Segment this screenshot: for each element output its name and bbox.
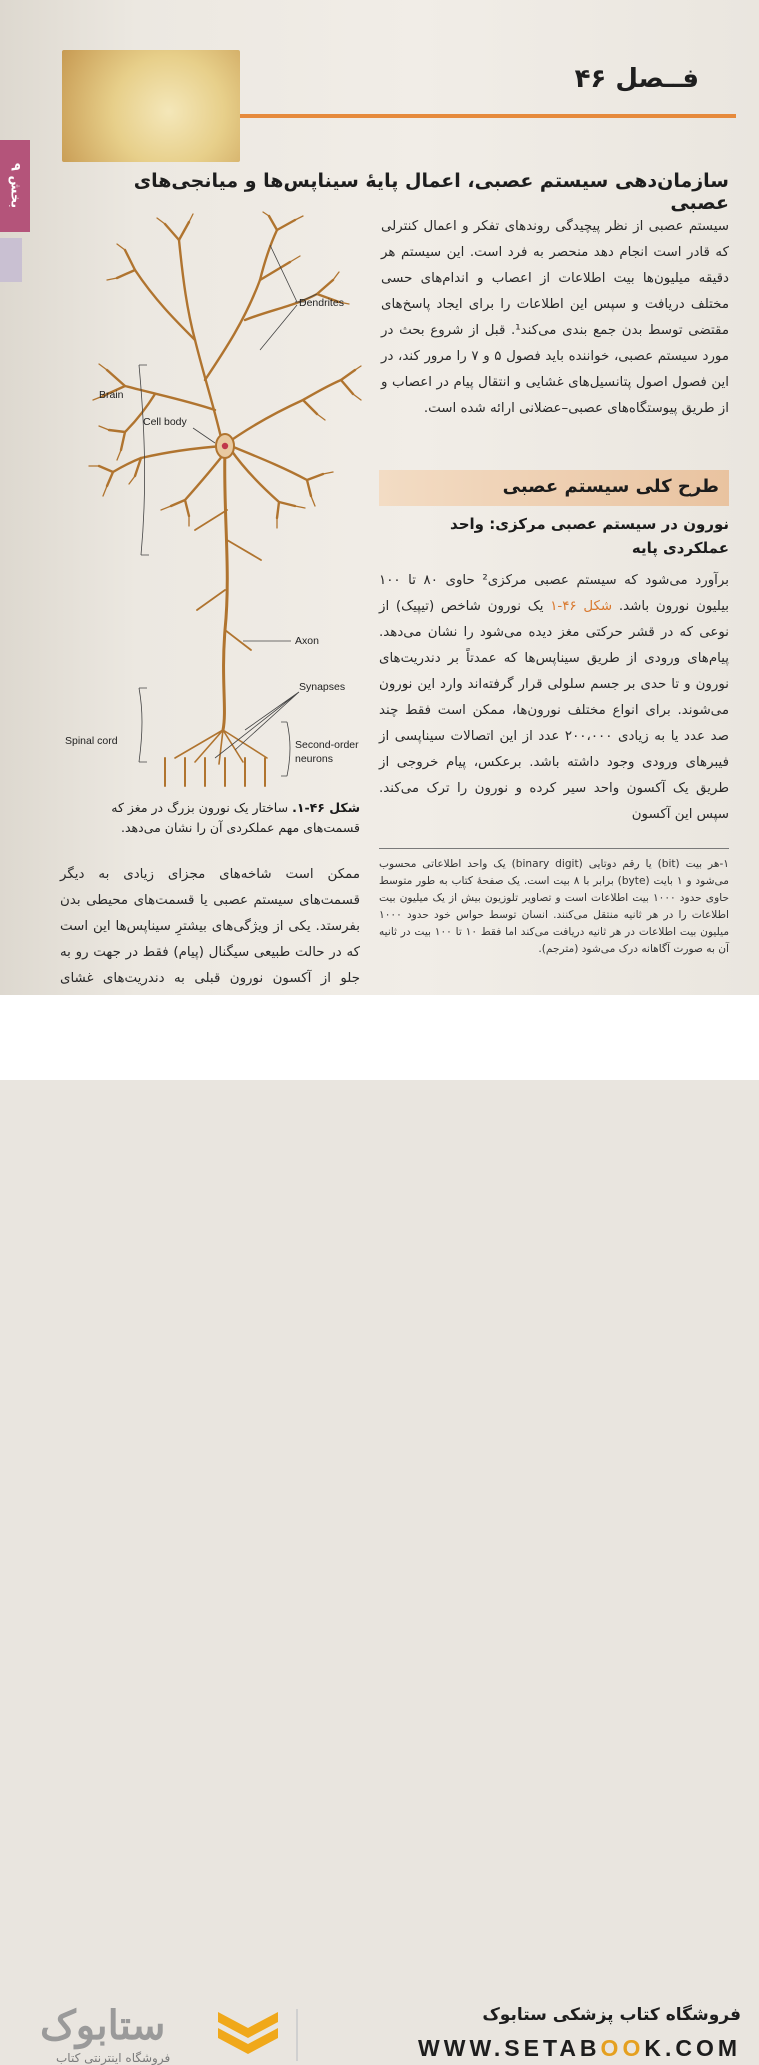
url-part-1: WWW.SETAB <box>418 2035 601 2061</box>
section-title: طرح کلی سیستم عصبی <box>502 476 719 497</box>
url-o-2: O <box>622 2035 645 2061</box>
chapter-header-image <box>62 50 240 162</box>
second-order-neuron-axons <box>165 758 265 786</box>
store-logo-word[interactable]: ستابوک <box>40 2004 166 2048</box>
label-axon: Axon <box>295 635 319 647</box>
chapter-rule <box>240 114 736 118</box>
figure-reference-link[interactable]: شکل ۴۶-۱ <box>550 599 613 614</box>
intro-paragraph: سیستم عصبی از نظر پیچیدگی روندهای تفکر و اعمال کنترلی که قادر است انجام دهد منحصر به فرد است. این سیستم هر دقیقه میلیون‌ها بیت اطلاعات از اعصاب و اندام‌های حسی مختلف دریافت و سپس این اطلاعات را برای ایجاد پاسخ‌های مقتضی توسط بدن جمع بندی می‌کند¹. قبل از شروع بحث در مورد سیستم عصبی، خواننده باید فصول ۵ و ۷ را مرور کند، در این فصول اصول پتانسیل‌های غشایی و انتقال پیام در اعصاب و از طریق پیوستگاه‌های عصبی–عضلانی ارائه شده است. <box>381 219 729 416</box>
logo-divider <box>296 2009 298 2061</box>
label-cell-body: Cell body <box>143 416 187 428</box>
label-brain: Brain <box>99 389 124 401</box>
store-name: فروشگاه کتاب پزشکی ستابوک <box>482 2005 741 2025</box>
left-column-paragraph: ممکن است شاخه‌های مجزای زیادی به دیگر قسمت‌های سیستم عصبی یا قسمت‌های محیطی بدن بفرستد. یکی از ویژگی‌های بیشترِ سیناپس‌ها این است که در حالت طبیعی سیگنال (پیام) فقط در جهت رو به جلو از آکسون نورون قبلی به دندریت‌های غشای <box>60 867 360 986</box>
store-logo-subtitle: فروشگاه اینترنتی کتاب <box>56 2051 171 2065</box>
label-dendrites: Dendrites <box>299 297 344 309</box>
label-leader-lines <box>139 245 317 776</box>
chapter-title: فــصل ۴۶ <box>574 64 699 94</box>
figure-caption-text: ساختار یک نورون بزرگ در مغز که قسمت‌های مهم عملکردی آن را نشان می‌دهد. <box>111 800 360 835</box>
section-side-tab: بخش ۹ <box>0 140 30 232</box>
figure-caption <box>60 798 360 838</box>
paragraph-neuron <box>379 568 729 828</box>
footnote-divider <box>379 848 729 849</box>
label-second-order-line2: neurons <box>295 753 333 765</box>
synapse-terminals <box>175 730 267 764</box>
store-banner[interactable] <box>0 995 759 2065</box>
paragraph-neuron-rest: یک نورون شاخص (تیپیک) از نوعی که در قشر حرکتی مغز دیده می‌شود را نشان می‌دهد. پیام‌های ورودی از طریق سیناپس‌ها که عمدتاً بر دندریت‌های نورون و تا حدی بر جسم سلولی قرار گرفته‌اند وارد این نورون می‌شوند. برای انواع مختلف نورون‌ها، ممکن است فقط چند صد عدد یا به زیادی ۲۰۰،۰۰۰ عدد از این اتصالات سیناپسی از فیبرهای ورودی وجود داشته باشد. برعکس، پیام خروجی از طریق یک آکسون واحد سیر کرده و نورون را ترک می‌کند. سپس این آکسون <box>379 599 729 822</box>
page-heading: سازمان‌دهی سیستم عصبی، اعمال پایهٔ سیناپس‌ها و میانجی‌های عصبی <box>133 170 729 214</box>
cell-nucleus <box>222 443 228 449</box>
url-o-1: O <box>600 2035 623 2061</box>
figure-caption-label: شکل ۴۶-۱. <box>292 800 360 815</box>
neuron-figure <box>55 210 365 790</box>
label-spinal-cord: Spinal cord <box>65 735 118 747</box>
side-tab-marker <box>0 238 22 282</box>
footnote: ۱-هر بیت (bit) یا رقم دوتایی (binary digit) یک واحد اطلاعاتی محسوب می‌شود و ۱ بایت (byte) برابر با ۸ بیت است. یک صفحهٔ کتاب به طور متوسط حاوی حدود ۱۰۰۰ بیت اطلاعات است و تصاویر تلوزیون بیش از یک میلیون بیت اطلاعات را در هر ثانیه منتقل می‌کنند. انسان توسط حواس خود حدود ۱۰۰۰ میلیون بیت اطلاعات در هر ثانیه دریافت می‌کند اما فقط ۱۰ تا ۱۰۰ بیت در ثانیه آن به صورت آگاهانه درک می‌شود (مترجم). <box>379 858 730 955</box>
dendrite-branches <box>99 216 355 518</box>
label-synapses: Synapses <box>299 681 346 693</box>
subsection-title: نورون در سیستم عصبی مرکزی: واحد عملکردی پایه <box>450 515 729 557</box>
url-part-2: K.COM <box>644 2035 741 2061</box>
paragraph-neuron-start: برآورد می‌شود که سیستم عصبی مرکزی² حاوی ۸۰ تا ۱۰۰ بیلیون نورون باشد. <box>379 573 729 614</box>
store-logo-icon[interactable] <box>214 2008 282 2058</box>
label-second-order-line1: Second-order <box>295 739 359 751</box>
store-url[interactable] <box>418 2035 741 2062</box>
book-page <box>0 0 759 995</box>
